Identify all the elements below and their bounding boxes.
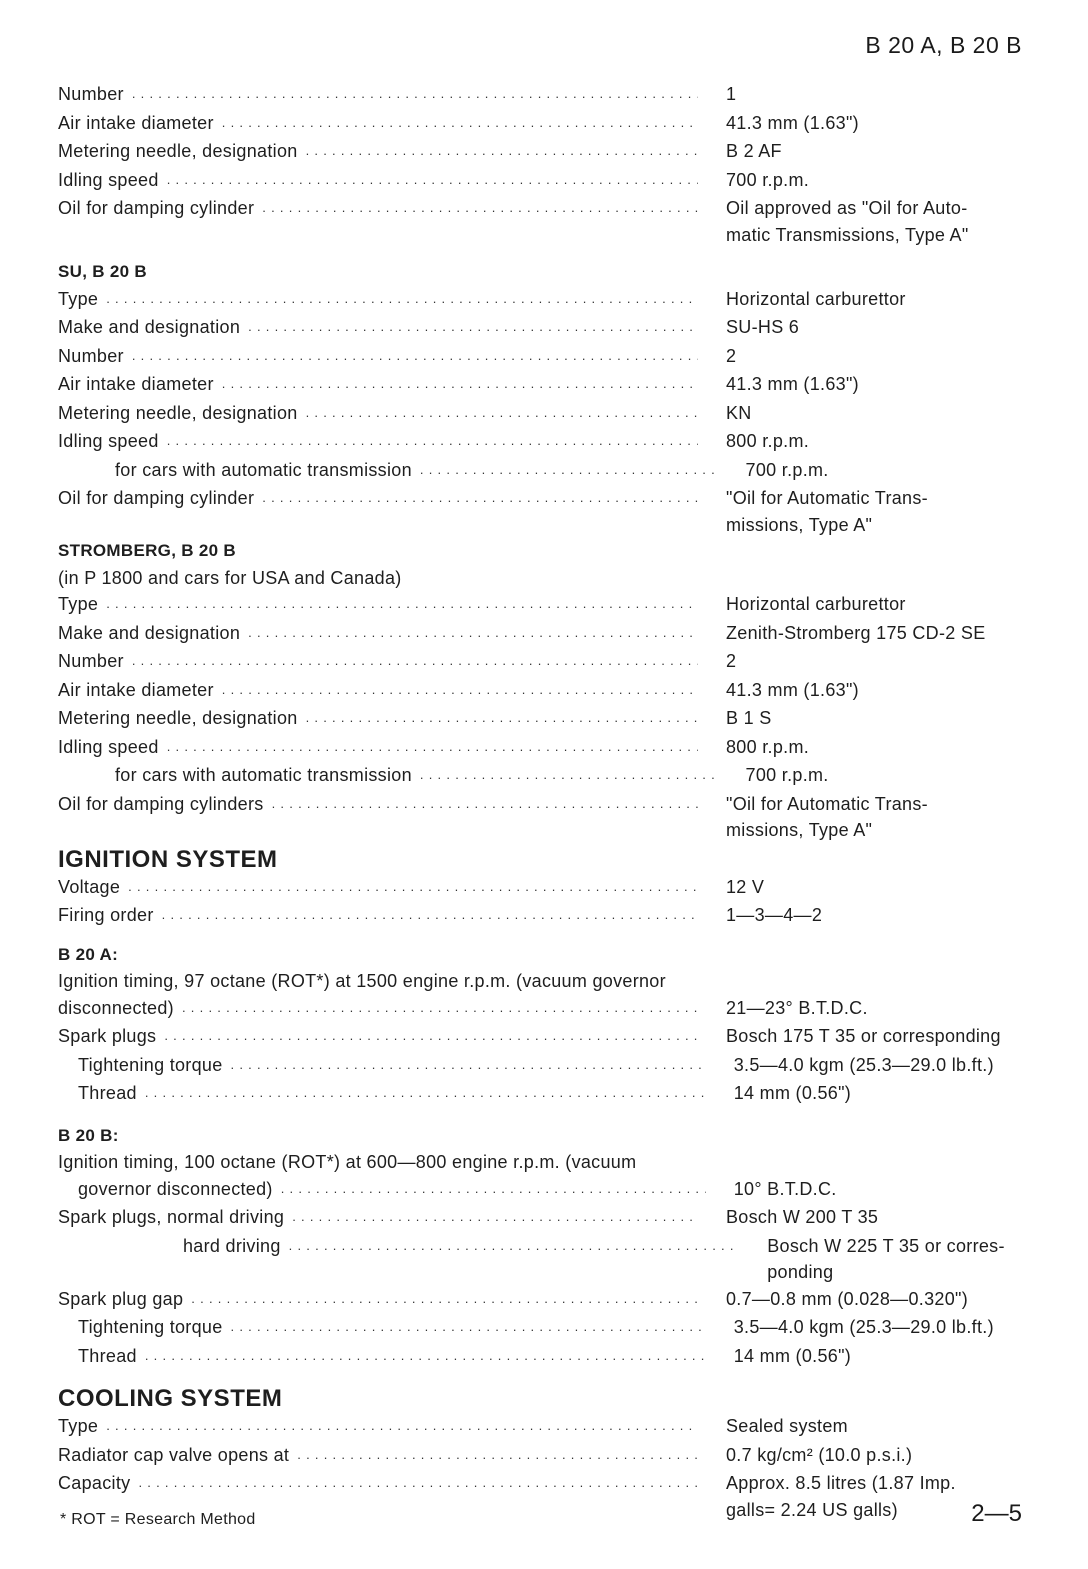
spec-value: SU-HS 6 — [726, 317, 800, 337]
spec-row — [58, 762, 1028, 791]
spec-value: Horizontal carburettor — [726, 288, 906, 309]
spec-value: galls= 2.24 US galls) — [726, 1499, 898, 1520]
spec-label: Thread — [78, 1345, 137, 1366]
spec-row — [58, 1233, 1028, 1286]
spec-row — [58, 167, 1028, 196]
su-heading: SU, B 20 B — [58, 262, 147, 281]
spec-value: 10° B.T.D.C. — [733, 1178, 837, 1199]
ignition-section-heading: IGNITION SYSTEM — [58, 845, 278, 873]
spec-label: Metering needle, designation — [58, 402, 298, 423]
spec-label: Radiator cap valve opens at — [58, 1444, 290, 1465]
spec-label: Idling speed — [58, 169, 159, 190]
spec-value: matic Transmissions, Type A" — [726, 224, 969, 245]
spec-row — [58, 1442, 1028, 1471]
spec-label: Type — [58, 288, 99, 309]
spec-row — [58, 371, 1028, 400]
spec-row — [58, 591, 1028, 620]
spec-value: 12 V — [726, 876, 765, 897]
spec-row — [58, 1286, 1028, 1315]
spec-value: 0.7 kg/cm² (10.0 p.s.i.) — [726, 1444, 913, 1465]
spec-row — [58, 428, 1028, 457]
spec-row — [58, 648, 1028, 677]
spec-label: Oil for damping cylinder — [58, 488, 255, 508]
spec-label: Spark plug gap — [58, 1288, 184, 1309]
spec-label: Tightening torque — [78, 1054, 223, 1075]
stromberg-note: (in P 1800 and cars for USA and Canada) — [58, 567, 402, 588]
spec-value: 1 — [726, 84, 737, 104]
spec-row — [58, 1314, 1028, 1343]
spec-value: 2 — [726, 345, 737, 366]
spec-value: 14 mm (0.56") — [733, 1345, 852, 1366]
spec-value: 3.5—4.0 kgm (25.3—29.0 lb.ft.) — [733, 1054, 994, 1075]
spec-value: Approx. 8.5 litres (1.87 Imp. — [726, 1473, 956, 1493]
page-header-title: B 20 A, B 20 B — [865, 32, 1022, 58]
spec-label: Number — [58, 84, 124, 104]
spec-value: Zenith-Stromberg 175 CD-2 SE — [726, 622, 986, 643]
spec-label: governor disconnected) — [78, 1178, 273, 1199]
b20b-heading: B 20 B: — [58, 1125, 119, 1145]
spec-label: Air intake diameter — [58, 112, 214, 133]
spec-row — [58, 400, 1028, 429]
b20a-heading: B 20 A: — [58, 944, 119, 964]
spec-value: 41.3 mm (1.63") — [726, 679, 859, 700]
spec-value: Oil approved as "Oil for Auto- — [726, 198, 968, 218]
b20b-timing-line: Ignition timing, 100 octane (ROT*) at 600—800 engine r.p.m. (vacuum — [58, 1152, 637, 1172]
spec-row — [58, 620, 1028, 649]
spec-label: Make and designation — [58, 317, 241, 337]
page-number: 2—5 — [971, 1500, 1022, 1527]
b20a-timing-line: Ignition timing, 97 octane (ROT*) at 1500 engine r.p.m. (vacuum governor — [58, 971, 666, 991]
spec-label: disconnected) — [58, 997, 174, 1018]
spec-label: Capacity — [58, 1473, 131, 1493]
spec-row — [58, 677, 1028, 706]
spec-row — [58, 314, 1028, 343]
spec-row — [58, 81, 1028, 110]
spec-row — [58, 343, 1028, 372]
spec-label: Type — [58, 594, 99, 614]
spec-value: 1—3—4—2 — [726, 905, 823, 925]
spec-row — [58, 902, 1028, 931]
spec-row — [58, 1023, 1028, 1052]
spec-value: KN — [726, 402, 752, 423]
spec-row — [58, 705, 1028, 734]
spec-label: for cars with automatic transmission — [115, 459, 412, 480]
spec-value: "Oil for Automatic Trans- — [726, 488, 928, 508]
spec-label: Idling speed — [58, 736, 159, 757]
footnote: * ROT = Research Method — [60, 1511, 256, 1528]
cooling-section-heading: COOLING SYSTEM — [58, 1385, 283, 1412]
spec-row — [58, 485, 1028, 538]
spec-value: Bosch W 200 T 35 — [726, 1207, 879, 1227]
spec-label: Spark plugs, normal driving — [58, 1207, 285, 1227]
spec-label: Oil for damping cylinder — [58, 198, 255, 218]
spec-value: "Oil for Automatic Trans- — [726, 793, 928, 814]
spec-label: Oil for damping cylinders — [58, 793, 264, 814]
spec-row — [58, 995, 1028, 1024]
spec-value: 700 r.p.m. — [745, 765, 829, 785]
spec-label: Make and designation — [58, 622, 241, 643]
spec-row — [58, 734, 1028, 763]
spec-row — [58, 874, 1028, 903]
spec-value: 41.3 mm (1.63") — [726, 374, 859, 394]
spec-value: 700 r.p.m. — [726, 169, 810, 190]
spec-label: Metering needle, designation — [58, 708, 298, 728]
spec-value: 3.5—4.0 kgm (25.3—29.0 lb.ft.) — [733, 1317, 994, 1337]
spec-row — [58, 457, 1028, 486]
spec-value: Bosch W 225 T 35 or corres- — [767, 1235, 1005, 1256]
spec-label: Thread — [78, 1083, 137, 1103]
spec-value: 700 r.p.m. — [745, 459, 829, 480]
spec-label: Metering needle, designation — [58, 141, 298, 161]
spec-row — [58, 195, 1028, 248]
spec-row — [58, 1204, 1028, 1233]
spec-row — [58, 791, 1028, 844]
spec-label: Number — [58, 345, 124, 366]
spec-row — [58, 286, 1028, 315]
spec-label: Voltage — [58, 876, 121, 897]
spec-value: missions, Type A" — [726, 820, 873, 840]
spec-value: 0.7—0.8 mm (0.028—0.320") — [726, 1288, 969, 1309]
spec-label: Idling speed — [58, 431, 159, 451]
spec-label: Air intake diameter — [58, 679, 214, 700]
spec-label: Number — [58, 651, 124, 671]
spec-label: for cars with automatic transmission — [115, 765, 412, 785]
spec-value: ponding — [767, 1262, 834, 1282]
spec-row — [58, 1080, 1028, 1109]
spec-label: hard driving — [183, 1235, 281, 1256]
spec-value: missions, Type A" — [726, 514, 873, 535]
stromberg-heading: STROMBERG, B 20 B — [58, 541, 236, 560]
spec-label: Spark plugs — [58, 1026, 157, 1046]
spec-value: B 1 S — [726, 708, 772, 728]
spec-row — [58, 1343, 1028, 1372]
spec-value: 21—23° B.T.D.C. — [726, 997, 868, 1018]
spec-value: 800 r.p.m. — [726, 431, 810, 451]
spec-row — [58, 110, 1028, 139]
spec-value: Bosch 175 T 35 or corresponding — [726, 1026, 1001, 1046]
spec-label: Firing order — [58, 905, 154, 925]
spec-value: 41.3 mm (1.63") — [726, 112, 859, 133]
spec-row — [58, 1176, 1028, 1205]
spec-label: Tightening torque — [78, 1317, 223, 1337]
spec-row — [58, 138, 1028, 167]
spec-value: Horizontal carburettor — [726, 594, 906, 614]
spec-label: Type — [58, 1416, 99, 1436]
spec-value: B 2 AF — [726, 141, 782, 161]
spec-value: 14 mm (0.56") — [733, 1083, 852, 1103]
spec-value: 800 r.p.m. — [726, 736, 810, 757]
spec-value: 2 — [726, 651, 737, 671]
spec-row — [58, 1413, 1028, 1442]
spec-row — [58, 1052, 1028, 1081]
spec-label: Air intake diameter — [58, 374, 214, 394]
spec-content — [58, 81, 1028, 1531]
spec-value: Sealed system — [726, 1416, 848, 1436]
